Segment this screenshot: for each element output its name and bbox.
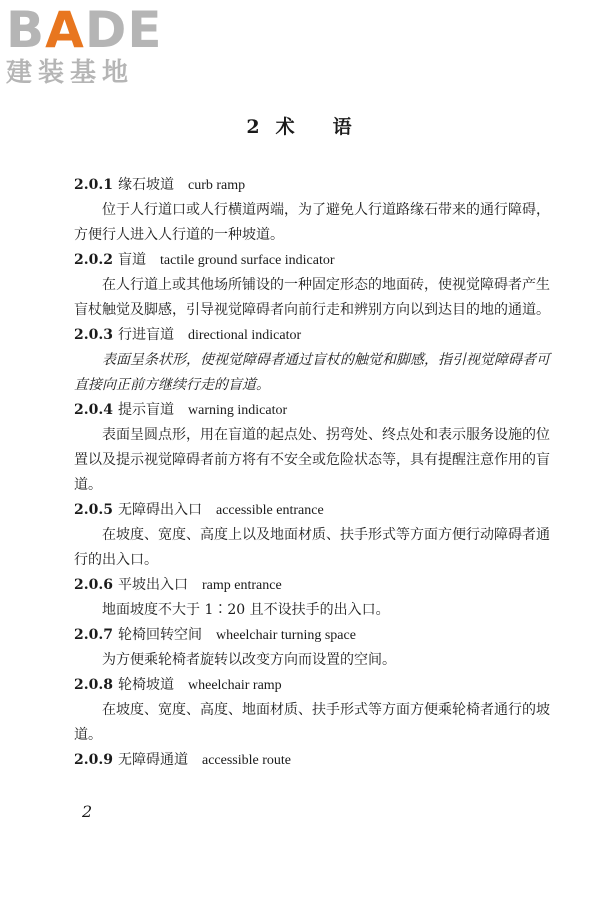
term-definition: 在人行道上或其他场所铺设的一种固定形态的地面砖，使视觉障碍者产生盲杖触觉及脚感，引导视觉障碍者向前行走和辨别方向以到达目的地的通道。 — [74, 277, 550, 318]
term-number: 2.0.1 — [74, 177, 113, 193]
term-chinese: 提示盲道 — [118, 402, 174, 418]
term-number: 2.0.6 — [74, 577, 113, 593]
term-heading — [74, 251, 554, 270]
term-heading — [74, 576, 554, 595]
term-english: ramp entrance — [202, 578, 282, 593]
glossary-entry — [74, 326, 554, 398]
glossary-entries — [74, 176, 554, 770]
term-definition: 在坡度、宽度、高度上以及地面材质、扶手形式等方面方便行动障碍者通行的出入口。 — [74, 527, 550, 568]
term-heading — [74, 626, 554, 645]
section-number: 2 — [246, 116, 262, 138]
glossary-entry — [74, 401, 554, 498]
term-heading — [74, 676, 554, 695]
term-number: 2.0.9 — [74, 752, 113, 768]
term-english: warning indicator — [188, 403, 288, 418]
brand-logo — [6, 1, 181, 88]
term-chinese: 无障碍通道 — [118, 752, 188, 768]
term-definition: 表面呈圆点形，用在盲道的起点处、拐弯处、终点处和表示服务设施的位置以及提示视觉障碍者前方将有不安全或危险状态等，具有提醒注意作用的盲道。 — [74, 427, 550, 493]
term-heading — [74, 176, 554, 195]
term-number: 2.0.3 — [74, 327, 113, 343]
term-english: tactile ground surface indicator — [160, 253, 335, 268]
term-english: accessible entrance — [216, 503, 324, 518]
term-heading — [74, 501, 554, 520]
glossary-entry — [74, 626, 554, 673]
term-number: 2.0.7 — [74, 627, 113, 643]
glossary-entry — [74, 251, 554, 323]
term-definition: 为方便乘轮椅者旋转以改变方向而设置的空间。 — [102, 652, 396, 668]
term-english: accessible route — [202, 753, 292, 768]
term-chinese: 缘石坡道 — [118, 177, 174, 193]
term-chinese: 平坡出入口 — [118, 577, 188, 593]
glossary-entry — [74, 576, 554, 623]
term-definition: 表面呈条状形，使视觉障碍者通过盲杖的触觉和脚感，指引视觉障碍者可直接向正前方继续行走的盲道。 — [74, 352, 550, 393]
term-heading — [74, 326, 554, 345]
term-chinese: 无障碍出入口 — [118, 502, 202, 518]
term-number: 2.0.2 — [74, 252, 113, 268]
glossary-entry — [74, 676, 554, 748]
logo-wordmark: BADE — [6, 1, 163, 59]
page-number: 2 — [82, 802, 93, 821]
logo-subtitle: 建装基地 — [6, 58, 135, 88]
term-english: directional indicator — [188, 328, 302, 343]
term-english: wheelchair turning space — [216, 628, 356, 643]
glossary-entry — [74, 751, 554, 770]
term-chinese: 行进盲道 — [118, 327, 174, 343]
term-chinese: 轮椅坡道 — [118, 677, 174, 693]
term-chinese: 轮椅回转空间 — [118, 627, 202, 643]
term-english: curb ramp — [188, 178, 246, 193]
term-definition: 位于人行道口或人行横道两端，为了避免人行道路缘石带来的通行障碍，方便行人进入人行道的一种坡道。 — [74, 202, 550, 243]
term-definition: 地面坡度不大于 1∶20 且不设扶手的出入口。 — [102, 602, 390, 618]
glossary-entry — [74, 501, 554, 573]
term-heading — [74, 751, 554, 770]
term-definition: 在坡度、宽度、高度、地面材质、扶手形式等方面方便乘轮椅者通行的坡道。 — [74, 702, 550, 743]
term-number: 2.0.4 — [74, 402, 113, 418]
glossary-entry — [74, 176, 554, 248]
section-title: 2 术 语 — [246, 116, 354, 138]
term-heading — [74, 401, 554, 420]
term-number: 2.0.5 — [74, 502, 113, 518]
term-english: wheelchair ramp — [188, 678, 282, 693]
term-chinese: 盲道 — [118, 252, 146, 268]
term-number: 2.0.8 — [74, 677, 113, 693]
